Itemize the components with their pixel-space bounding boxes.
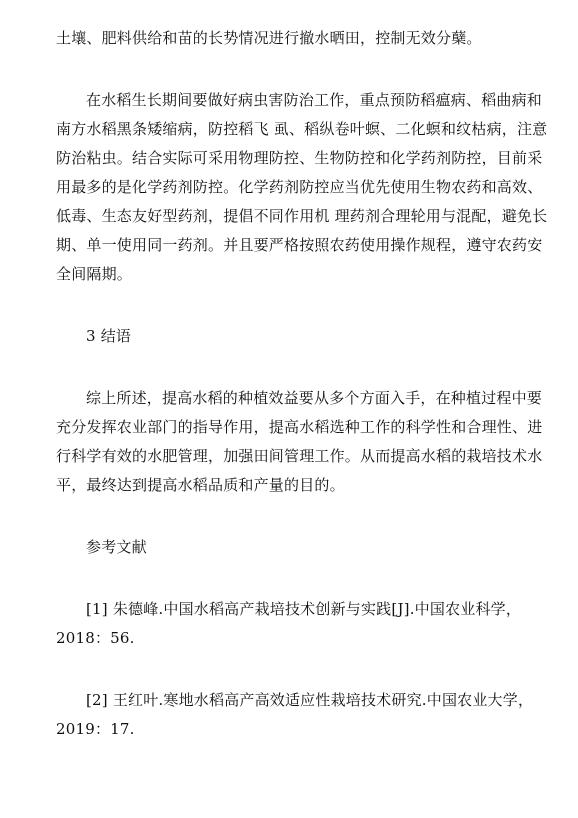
reference-item: [1] 朱德峰.中国水稻高产栽培技术创新与实践[J].中国农业科学， [86, 600, 522, 618]
section-heading: 3 结语 [86, 327, 132, 345]
paragraph-line: 低毒、生态友好型药剂，提倡不同作用机 理药剂合理轮用与混配，避免长 [56, 207, 548, 225]
reference-item: [2] 王红叶.寒地水稻高产高效适应性栽培技术研究.中国农业大学， [86, 691, 534, 709]
reference-item-continuation: 2018：56. [56, 629, 135, 647]
paragraph-line: 土壤、肥料供给和苗的长势情况进行撤水晒田，控制无效分蘖。 [56, 29, 482, 47]
paragraph-line: 防治粘虫。结合实际可采用物理防控、生物防控和化学药剂防控，目前采 [56, 149, 543, 167]
paragraph-line: 全间隔期。 [56, 265, 133, 283]
paragraph-line: 南方水稻黑条矮缩病，防控稻飞 虱、稻纵卷叶螟、二化螟和纹枯病，注意 [56, 120, 548, 138]
paragraph-line: 在水稻生长期间要做好病虫害防治工作，重点预防稻瘟病、稻曲病和 [86, 91, 543, 109]
reference-item-continuation: 2019：17. [56, 720, 135, 738]
paragraph-line: 期、单一使用同一药剂。并且要严格按照农药使用操作规程，遵守农药安 [56, 236, 543, 254]
paragraph-line: 平，最终达到提高水稻品质和产量的目的。 [56, 476, 345, 494]
paragraph-line: 充分发挥农业部门的指导作用，提高水稻选种工作的科学性和合理性、进 [56, 418, 543, 436]
paragraph-line: 行科学有效的水肥管理，加强田间管理工作。从而提高水稻的栽培技术水 [56, 447, 543, 465]
paragraph-line: 用最多的是化学药剂防控。化学药剂防控应当优先使用生物农药和高效、 [56, 178, 543, 196]
paragraph-line: 综上所述，提高水稻的种植效益要从多个方面入手，在种植过程中要 [86, 389, 543, 407]
references-heading: 参考文献 [86, 538, 147, 556]
